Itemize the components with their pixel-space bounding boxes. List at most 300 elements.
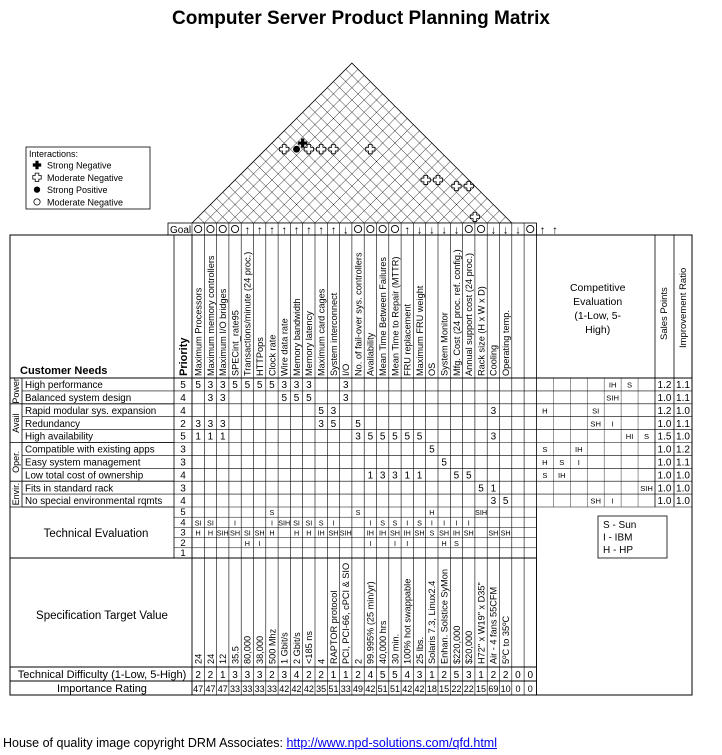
priority-value: 3 [180,444,186,456]
customer-need: No special environmental rqmts [25,496,163,508]
goal-maximize-icon: ↑ [306,224,312,237]
tech-eval-rating: I [270,518,273,528]
column-header: No. of fail-over sys. controllers [353,252,364,376]
importance-value: 42 [291,684,302,694]
relationship-value: 5 [392,431,398,443]
difficulty-value: 3 [281,670,288,681]
sales-point-value: 1.2 [657,405,672,417]
relationship-value: 5 [502,496,509,508]
tech-eval-rating: H [306,528,312,538]
column-header: System interconnect [328,292,339,376]
relationship-value: 5 [293,393,300,404]
tech-eval-rating: I [430,518,433,528]
relationship-value: 3 [306,380,312,392]
importance-value: 35 [316,684,327,694]
competitor-rating: I [611,496,614,506]
tech-eval-rating: IH [403,528,411,538]
copyright-footer [3,736,497,750]
difficulty-value: 5 [392,670,398,681]
roof-outline [192,63,512,223]
tech-eval-rating: I [332,518,335,528]
importance-value: 47 [217,684,228,694]
relationship-value: 3 [392,470,398,482]
goal-maximize-icon: ↑ [330,224,337,237]
tech-eval-rating: SIH [278,518,291,528]
importance-value: 33 [340,684,351,694]
tech-eval-rating: H [207,528,214,538]
importance-value: 42 [365,684,376,694]
improvement-ratio-value: 1.1 [676,457,690,469]
relationship-value: 3 [219,380,226,392]
competitor-rating: I [577,458,580,467]
column-header: Rack size (H x W x D) [476,286,487,376]
competitor-rating: S [559,458,565,467]
improvement-ratio-value: 1.1 [676,418,690,430]
difficulty-value: 4 [367,670,374,681]
difficulty-value: 0 [527,670,534,681]
relationship-value: 1 [490,483,497,495]
tech-eval-rating: IH [366,528,374,538]
importance-value: 10 [500,684,511,694]
specification-value: 24 [193,653,204,664]
tech-eval-rating: I [234,518,237,528]
relationship-value: 3 [281,380,288,392]
tech-eval-rating: S [454,538,459,548]
tech-eval-rating: S [392,518,398,528]
difficulty-value: 3 [256,670,263,681]
improvement-ratio-value: 1.1 [676,393,690,404]
column-header: Operating temp. [500,310,511,376]
difficulty-value: 2 [318,670,324,681]
competitor-rating: IH [608,380,617,390]
tech-eval-level: 4 [180,517,186,529]
importance-value: 69 [488,684,499,694]
competitor-rating: IH [558,470,566,480]
column-header: System Monitor [439,312,450,376]
column-header: Maximum FRU weight [414,285,425,376]
competitor-rating: S [627,380,633,390]
column-header: Maximum memory controllers [205,255,216,376]
difficulty-value: 2 [306,670,312,681]
specification-value: 5ºC to 35ºC [500,615,511,664]
strong-positive-icon [34,186,40,192]
sales-point-value: 1.0 [657,483,672,495]
relationship-value: 3 [490,431,497,443]
relationship-value: 5 [367,431,374,443]
relationship-value: 5 [269,380,275,392]
tech-eval-rating: SH [414,528,425,538]
goal-target-icon [477,225,484,232]
competitor-legend-item: I - IBM [603,532,633,544]
difficulty-value: 2 [355,670,361,681]
goal-target-icon [195,225,202,232]
column-header: SPECint_rate95 [230,310,241,376]
column-header: Maximum I/O bridges [218,288,229,376]
goal-target-icon [219,225,226,232]
relationship-value: 1 [207,431,214,443]
relationship-value: 3 [207,418,214,430]
goal-target-icon [465,225,472,232]
importance-value: 51 [389,684,400,694]
tech-eval-rating: SH [328,528,339,538]
sales-point-value: 1.0 [657,496,672,508]
competitor-rating: HI [625,432,634,442]
relationship-value: 5 [256,380,263,392]
technical-difficulty-label: Technical Difficulty (1-Low, 5-High) [17,669,187,681]
tech-eval-level: 2 [180,537,186,549]
specification-value: 1 Gbit/s [279,632,290,664]
difficulty-value: 2 [207,670,214,681]
relationship-value: 1 [404,470,411,482]
sales-point-value: 1.5 [657,431,672,443]
relationship-value: 5 [355,418,361,430]
relationship-value: 3 [379,470,386,482]
importance-value: 18 [426,684,437,694]
competitor-rating: S [542,470,548,480]
tech-eval-rating: SH [439,528,450,538]
improvement-ratio-value: 1.1 [676,380,690,392]
difficulty-value: 2 [502,670,509,681]
specification-value: $20,000 [464,630,475,664]
competitor-legend-item: S - Sun [603,520,637,531]
goal-maximize-icon: ↑ [552,224,558,237]
customer-needs-label: Customer Needs [20,365,108,377]
column-header: Availability [365,332,376,376]
relationship-value: 3 [318,418,324,430]
importance-value: 33 [242,684,253,694]
column-header: Maximum card cages [316,288,327,376]
tech-eval-rating: SH [254,528,265,538]
difficulty-value: 1 [429,670,435,681]
legend-label: Strong Negative [47,160,112,171]
competitor-rating: S [542,445,548,455]
relationship-value: 5 [379,431,386,443]
difficulty-value: 4 [293,670,300,681]
competitive-label: Evaluation [573,296,623,308]
competitor-rating: SH [590,419,601,429]
sales-points-label: Sales Points [659,287,670,340]
specification-value: 38,000 [254,635,265,664]
relationship-value: 3 [195,418,201,430]
importance-value: 47 [193,684,204,694]
specification-value: 40,000 hrs [377,620,388,664]
specification-value: 99.995% (25 min/yr) [365,581,376,664]
column-header: Transactions/minute (24 proc.) [242,251,253,376]
legend-label: Moderate Negative [47,197,124,208]
tech-eval-level: 1 [180,548,186,559]
group-label: Avail [11,413,21,433]
tech-eval-rating: SIH [216,528,229,538]
priority-value: 4 [180,496,186,508]
difficulty-value: 1 [330,670,337,681]
importance-value: 22 [451,684,462,694]
goal-maximize-icon: ↑ [244,224,251,237]
relationship-value: 5 [478,483,484,495]
priority-value: 5 [180,380,186,392]
sales-point-value: 1.0 [657,393,672,404]
customer-need: Rapid modular sys. expansion [25,405,157,417]
relationship-value: 3 [355,431,361,443]
goal-minimize-icon: ↓ [429,224,435,237]
improvement-ratio-value: 1.0 [676,470,690,482]
column-header: Mfg. Cost (24 proc. ref. config.) [451,249,462,376]
tech-eval-rating: H [441,538,447,548]
specification-value: 25 lbs. [414,636,425,664]
priority-value: 4 [180,393,186,404]
specification-target-label: Specification Target Value [36,610,168,622]
importance-value: 51 [328,684,339,694]
column-header: Mean Time Between Failures [377,257,388,376]
tech-eval-rating: I [393,538,396,548]
column-header: Clock rate [267,334,278,376]
sales-point-value: 1.2 [657,380,672,392]
tech-eval-rating: S [417,518,422,528]
tech-eval-rating: H [269,528,275,538]
tech-eval-rating: I [406,538,409,548]
goal-target-icon [231,225,238,232]
tech-eval-rating: IH [452,528,461,538]
specification-value: 30 min. [390,633,401,664]
relationship-value: 5 [306,393,312,404]
specification-value: <185 ns [304,631,315,664]
relationship-value: 5 [416,431,423,443]
tech-eval-rating: S [269,508,275,518]
improvement-ratio-value: 1.0 [676,483,690,495]
group-label: Oper. [11,450,21,473]
customer-need: Easy system management [25,457,141,469]
relationship-value: 1 [367,470,374,482]
difficulty-value: 5 [453,670,460,681]
importance-rating-label: Importance Rating [57,683,147,695]
tech-eval-rating: SI [243,528,251,538]
tech-eval-rating: SH [488,528,499,538]
competitive-label: High) [585,324,611,336]
relationship-value: 5 [244,380,251,392]
relationship-value: 3 [219,418,226,430]
specification-value: Enhan. Solstice SyMon [439,569,450,664]
priority-value: 5 [180,431,186,443]
column-header: Wire data rate [279,318,290,376]
interaction-strong-positive-icon [293,146,300,153]
column-header: Memory latency [304,311,315,376]
specification-value: 24 [205,653,216,664]
importance-value: 51 [377,684,388,694]
tech-eval-rating: SI [207,518,214,528]
column-header: OS [427,362,438,376]
priority-value: 4 [180,405,186,417]
legend-label: Strong Positive [47,185,108,196]
tech-eval-rating: S [318,518,324,528]
technical-evaluation-label: Technical Evaluation [43,528,149,540]
relationship-value: 3 [490,405,497,417]
importance-value: 0 [527,684,533,694]
tech-eval-level: 3 [180,527,186,539]
importance-value: 42 [414,684,425,694]
goal-target-icon [354,225,361,232]
difficulty-value: 0 [515,670,521,681]
tech-eval-rating: SH [230,528,241,538]
relationship-value: 5 [429,444,435,456]
goal-target-icon [391,225,398,232]
difficulty-value: 3 [416,670,423,681]
legend-label: Moderate Negative [47,172,124,183]
specification-value: 500 Mhz [267,628,278,664]
relationship-value: 3 [207,393,214,404]
goal-maximize-icon: ↑ [404,224,410,237]
group-label: Envir. [11,482,21,506]
customer-need: Redundancy [25,418,81,430]
customer-need: Fits in standard rack [25,483,114,495]
specification-value: Solaris 7.3, Linux2.4 [427,580,438,664]
tech-eval-level: 5 [180,507,186,519]
goal-maximize-icon: ↑ [256,224,263,237]
relationship-value: 3 [207,380,214,392]
competitor-rating: S [643,432,650,442]
tech-eval-rating: SH [500,528,511,538]
competitor-rating: SH [590,496,601,506]
goal-maximize-icon: ↑ [293,224,300,237]
difficulty-value: 4 [404,670,411,681]
relationship-value: 5 [318,405,324,417]
tech-eval-rating: SI [305,518,313,528]
difficulty-value: 2 [441,670,447,681]
footer-text: House of quality image copyright DRM Associates: [3,736,287,750]
specification-value: 80,000 [242,635,253,664]
goal-minimize-icon: ↓ [441,224,447,237]
goal-maximize-icon: ↑ [318,224,324,237]
specification-value: 2 Gbit/s [291,632,302,664]
tech-eval-rating: SIH [475,508,488,518]
specification-value: 35.5 [230,646,241,664]
difficulty-value: 5 [379,670,386,681]
goal-target-icon [379,225,386,232]
improvement-ratio-value: 1.2 [676,444,690,456]
goal-target-icon [527,225,534,232]
improvement-ratio-value: 1.0 [676,405,690,417]
importance-value: 42 [402,684,413,694]
specification-value: 100% hot swappable [402,578,413,664]
tech-eval-rating: H [244,538,250,548]
relationship-value: 3 [219,393,226,404]
competitive-label: Competitive [569,282,626,294]
goal-minimize-icon: ↓ [502,224,509,237]
relationship-value: 3 [342,380,349,392]
page-title: Computer Server Product Planning Matrix [172,8,550,29]
tech-eval-rating: H [293,528,300,538]
sales-point-value: 1.0 [657,470,672,482]
difficulty-value: 3 [244,670,251,681]
column-header: Mean Time to Repair (MTTR) [390,256,401,376]
competitor-rating: I [611,419,614,429]
importance-value: 49 [353,684,364,694]
priority-value: 4 [180,470,186,482]
tech-eval-rating: SIH [339,528,352,538]
difficulty-value: 2 [195,670,201,681]
goal-minimize-icon: ↓ [490,224,497,237]
competitor-rating: H [542,458,548,467]
goal-maximize-icon: ↑ [269,224,275,237]
tech-eval-rating: I [369,518,372,528]
specification-value: $220,000 [451,625,462,664]
specification-value: 2 [353,658,364,664]
tech-eval-rating: SI [293,518,300,528]
difficulty-value: 2 [490,670,497,681]
importance-value: 22 [463,684,474,694]
customer-need: Low total cost of ownership [25,470,144,482]
column-header: I/O [341,363,352,376]
difficulty-value: 2 [269,670,275,681]
importance-value: 47 [205,684,216,694]
priority-label: Priority [178,337,190,376]
group-label: Power [11,378,21,404]
goal-maximize-icon: ↑ [539,224,546,237]
importance-value: 33 [266,684,277,694]
tech-eval-rating: S [380,518,386,528]
customer-need: High availability [25,431,94,443]
relationship-value: 3 [342,393,349,404]
importance-value: 42 [279,684,290,694]
competitor-rating: SIH [606,393,619,403]
tech-eval-rating: IH [379,528,387,538]
relationship-value: 5 [465,470,472,482]
importance-value: 15 [439,684,450,694]
goal-minimize-icon: ↓ [515,224,521,237]
relationship-value: 5 [404,431,411,443]
goal-minimize-icon: ↓ [416,224,423,237]
relationship-value: 1 [416,470,423,482]
specification-value: Air - 4 fans 55CFM [488,586,499,664]
competitor-rating: IH [574,445,583,455]
tech-eval-rating: SI [194,518,202,528]
priority-value: 2 [180,418,186,430]
goal-maximize-icon: ↑ [281,224,287,237]
goal-minimize-icon: ↓ [453,224,460,237]
relationship-value: 5 [195,380,201,392]
tech-eval-rating: IH [317,528,325,538]
sales-point-value: 1.0 [657,444,672,456]
tech-eval-rating: H [195,528,201,538]
competitor-rating: H [542,406,548,416]
sales-point-value: 1.0 [657,418,672,430]
importance-value: 0 [515,684,521,694]
relationship-value: 5 [232,380,238,392]
tech-eval-rating: I [467,518,470,528]
specification-value: 12 [218,653,229,664]
competitive-label: (1-Low, 5- [574,310,622,322]
column-header: Memory bandwidth [291,298,302,376]
tech-eval-rating: SH [389,528,400,538]
relationship-value: 1 [195,431,201,443]
footer-link[interactable]: http://www.npd-solutions.com/qfd.html [286,736,497,750]
tech-eval-rating: SH [463,528,474,538]
specification-value: 4 [316,658,327,664]
specification-value: RAPTOR protocol [328,590,339,664]
tech-eval-rating: S [429,528,435,538]
moderate-positive-icon [34,199,40,205]
improvement-ratio-value: 1.0 [676,496,690,508]
difficulty-value: 3 [465,670,472,681]
difficulty-value: 3 [232,670,238,681]
column-header: Maximum Processors [193,287,204,376]
relationship-value: 5 [281,393,288,404]
tech-eval-rating: I [455,518,458,528]
column-header: FRU replacement [402,304,413,376]
customer-need: High performance [25,380,103,392]
importance-value: 33 [230,684,241,694]
priority-value: 3 [180,457,186,469]
tech-eval-rating: I [443,518,446,528]
difficulty-value: 1 [342,670,349,681]
